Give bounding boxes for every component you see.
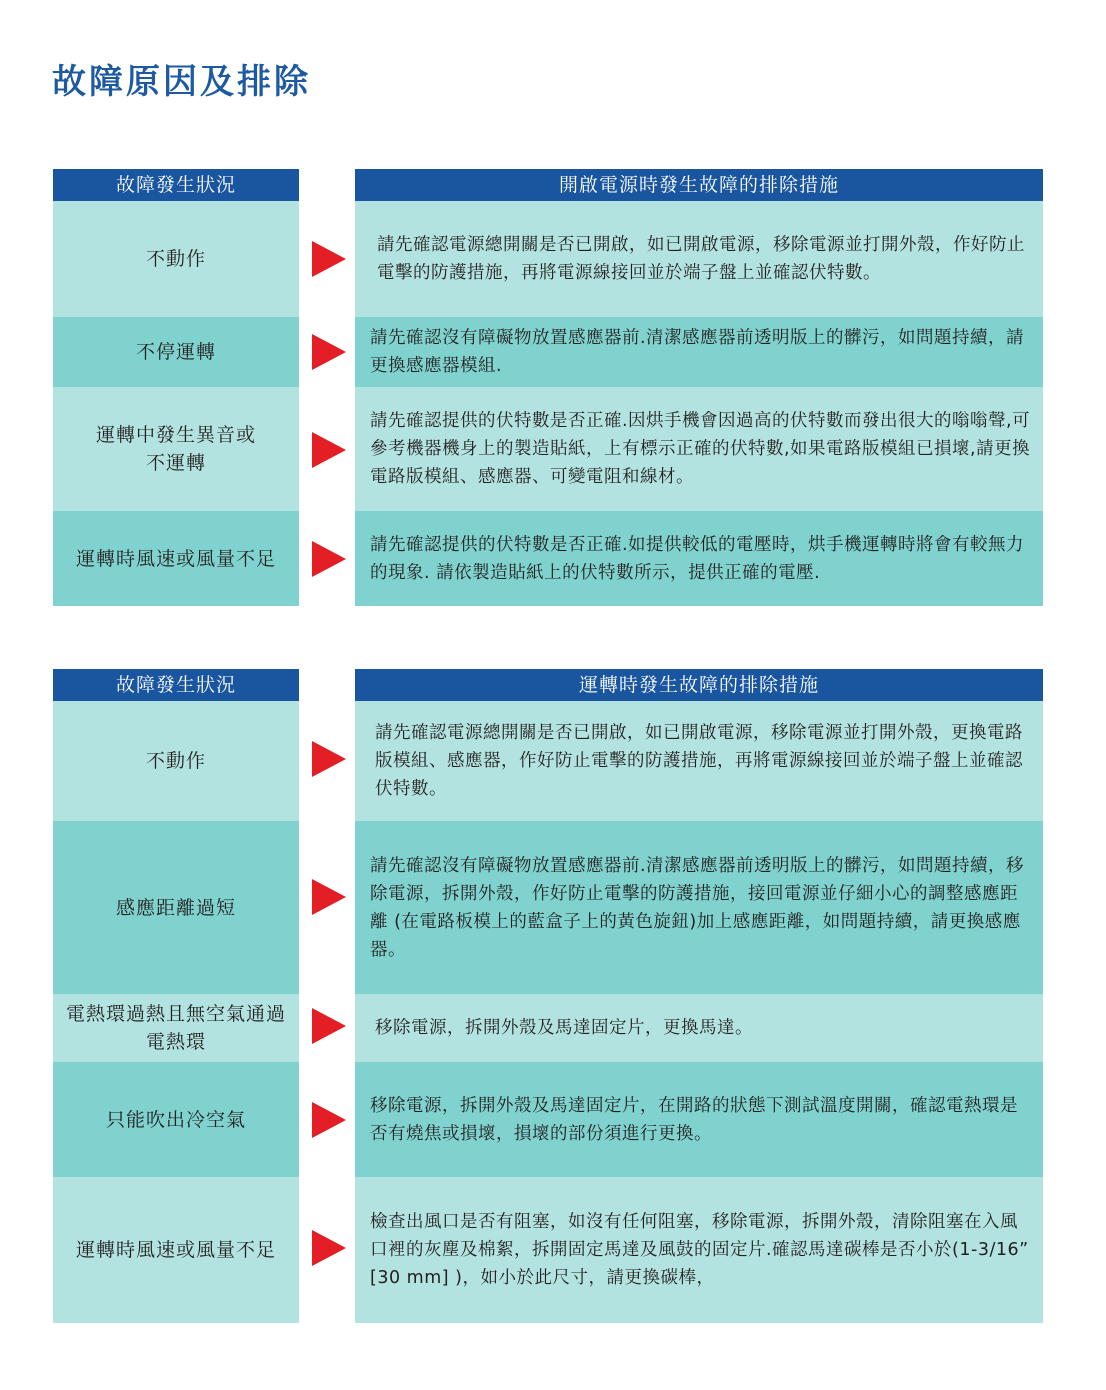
condition-cell: 只能吹出冷空氣 <box>53 1062 299 1177</box>
solution-cell <box>355 821 1043 994</box>
table1-header-condition: 故障發生狀況 <box>53 169 299 201</box>
solution-cell <box>355 511 1043 606</box>
condition-cell: 運轉時風速或風量不足 <box>53 1177 299 1323</box>
arrow-right-icon <box>312 741 346 777</box>
page-title: 故障原因及排除 <box>52 62 311 102</box>
table2-row <box>0 1177 1106 1323</box>
condition-cell: 電熱環過熱且無空氣通過 電熱環 <box>53 994 299 1062</box>
arrow-right-icon <box>312 334 346 370</box>
table1-header-solution: 開啟電源時發生故障的排除措施 <box>355 169 1043 201</box>
condition-cell: 運轉時風速或風量不足 <box>53 511 299 606</box>
arrow-right-icon <box>312 1102 346 1138</box>
table1-row <box>0 511 1106 606</box>
solution-text: 請先確認沒有障礙物放置感應器前.清潔感應器前透明版上的髒污，如問題持續，移除電源，拆開外殼，作好防止電擊的防護措施，接回電源並仔細小心的調整感應距離 (在電路板模上的藍盒子上的黃色旋鈕)加上感應距離，如問題持續，請更換感應器。 <box>370 855 1025 960</box>
solution-text: 移除電源，拆開外殼及馬達固定片，更換馬達。 <box>375 1018 753 1038</box>
table2-header-condition: 故障發生狀況 <box>53 669 299 701</box>
arrow-right-icon <box>312 879 346 915</box>
table2-row <box>0 821 1106 994</box>
solution-cell <box>355 1062 1043 1177</box>
condition-cell: 不動作 <box>53 201 299 317</box>
solution-cell <box>355 994 1043 1062</box>
solution-cell <box>355 201 1043 317</box>
solution-cell <box>355 1177 1043 1323</box>
solution-text: 請先確認電源總開關是否已開啟，如已開啟電源，移除電源並打開外殼，作好防止電擊的防護措施，再將電源線接回並於端子盤上並確認伏特數。 <box>377 235 1025 283</box>
solution-text: 請先確認沒有障礙物放置感應器前.清潔感應器前透明版上的髒污，如問題持續，請更換感應器模組. <box>370 328 1025 376</box>
table1-row <box>0 387 1106 511</box>
solution-cell <box>355 387 1043 511</box>
solution-text: 請先確認提供的伏特數是否正確.因烘手機會因過高的伏特數而發出很大的嗡嗡聲,可參考機器機身上的製造貼紙，上有標示正確的伏特數,如果電路版模組已損壞,請更換電路版模組、感應器、可變電阻和線材。 <box>370 411 1031 487</box>
condition-cell: 運轉中發生異音或 不運轉 <box>53 387 299 511</box>
table2-row <box>0 701 1106 821</box>
table1-row <box>0 317 1106 387</box>
condition-cell: 不動作 <box>53 701 299 821</box>
solution-text: 請先確認提供的伏特數是否正確.如提供較低的電壓時，烘手機運轉時將會有較無力的現象. 請依製造貼紙上的伏特數所示，提供正確的電壓. <box>370 534 1025 583</box>
condition-cell: 不停運轉 <box>53 317 299 387</box>
table1-row <box>0 201 1106 317</box>
table2-row <box>0 994 1106 1062</box>
table2-header-solution: 運轉時發生故障的排除措施 <box>355 669 1043 701</box>
solution-text: 檢查出風口是否有阻塞，如沒有任何阻塞，移除電源，拆開外殼，清除阻塞在入風口裡的灰塵及棉絮，拆開固定馬達及風鼓的固定片.確認馬達碳棒是否小於(1-3/16” [30 mm] )，如小於此尺寸，請更換碳棒， <box>370 1212 1029 1288</box>
solution-cell <box>355 317 1043 387</box>
solution-cell <box>355 701 1043 821</box>
arrow-right-icon <box>312 241 346 277</box>
table2-row <box>0 1062 1106 1177</box>
condition-cell: 感應距離過短 <box>53 821 299 994</box>
arrow-right-icon <box>312 1230 346 1266</box>
arrow-right-icon <box>312 541 346 577</box>
arrow-right-icon <box>312 432 346 468</box>
arrow-right-icon <box>312 1008 346 1044</box>
solution-text: 移除電源，拆開外殼及馬達固定片，在開路的狀態下測試溫度開關，確認電熱環是否有燒焦或損壞，損壞的部份須進行更換。 <box>370 1095 1018 1144</box>
solution-text: 請先確認電源總開關是否已開啟，如已開啟電源，移除電源並打開外殼，更換電路版模組、感應器，作好防止電擊的防護措施，再將電源線接回並於端子盤上並確認伏特數。 <box>375 723 1023 799</box>
